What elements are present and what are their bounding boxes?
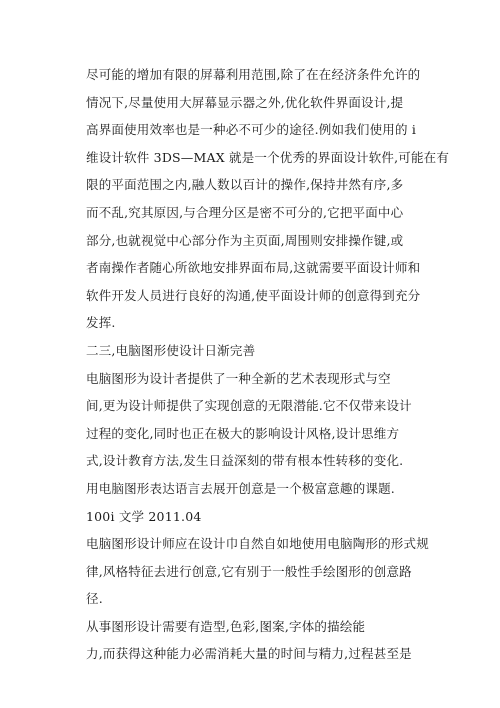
text-line: 而不乱,究其原因,与合理分区是密不可分的,它把平面中心 <box>86 204 404 220</box>
text-line: 径. <box>86 591 103 607</box>
text-line: 发挥. <box>86 315 116 331</box>
text-line: 过程的变化,同时也正在极大的影响设计风格,设计思维方 <box>86 425 400 441</box>
text-line: 高界面使用效率也是一种必不可少的途径.例如我们使用的 i <box>86 122 417 138</box>
text-line: 情况下,尽量使用大屏幕显示器之外,优化软件界面设计,提 <box>86 94 404 110</box>
text-line: 部分,也就视觉中心部分作为主页面,周围则安排操作键,或 <box>86 232 404 248</box>
text-line: 限的平面范围之内,融人数以百计的操作,保持井然有序,多 <box>86 177 404 193</box>
text-line: 者南操作者随心所欲地安排界面布局,这就需要平面设计师和 <box>86 260 421 276</box>
journal-citation: 100i 文学 2011.04 <box>86 508 202 524</box>
text-line: 电脑图形设计师应在设计巾自然自如地使用电脑陶形的形式规 <box>86 536 429 552</box>
text-line: 软件开发人员进行良好的沟通,使平面设计师的创意得到充分 <box>86 287 421 303</box>
text-line: 律,风格特征去进行创意,它有别于一般性手绘图形的创意路 <box>86 563 412 579</box>
text-line: 尽可能的增加有限的屏幕利用范围,除了在在经济条件允许的 <box>86 67 421 82</box>
text-line: 电脑图形为设计者提供了一种全新的艺术表现形式与空 <box>86 370 391 386</box>
text-line: 力,而获得这种能力必需消耗大量的时间与精力,过程甚至是 <box>86 646 412 662</box>
text-line: 式,设计教育方法,发生日益深刻的带有根本性转移的变化. <box>86 453 404 469</box>
text-line: 间,更为设计师提供了实现创意的无限潜能.它不仅带来设计 <box>86 398 412 414</box>
text-line: 从事图形设计需要有造型,色彩,图案,字体的描绘能 <box>86 618 366 634</box>
body-text <box>86 61 450 668</box>
text-line: 维设计软件 3DS—MAX 就是一个优秀的界面设计软件,可能在有 <box>86 149 450 165</box>
section-heading: 二三,电脑图形使设计日渐完善 <box>86 342 256 358</box>
text-line: 用电脑图形表达语言去展开创意是一个极富意趣的课题. <box>86 480 395 496</box>
